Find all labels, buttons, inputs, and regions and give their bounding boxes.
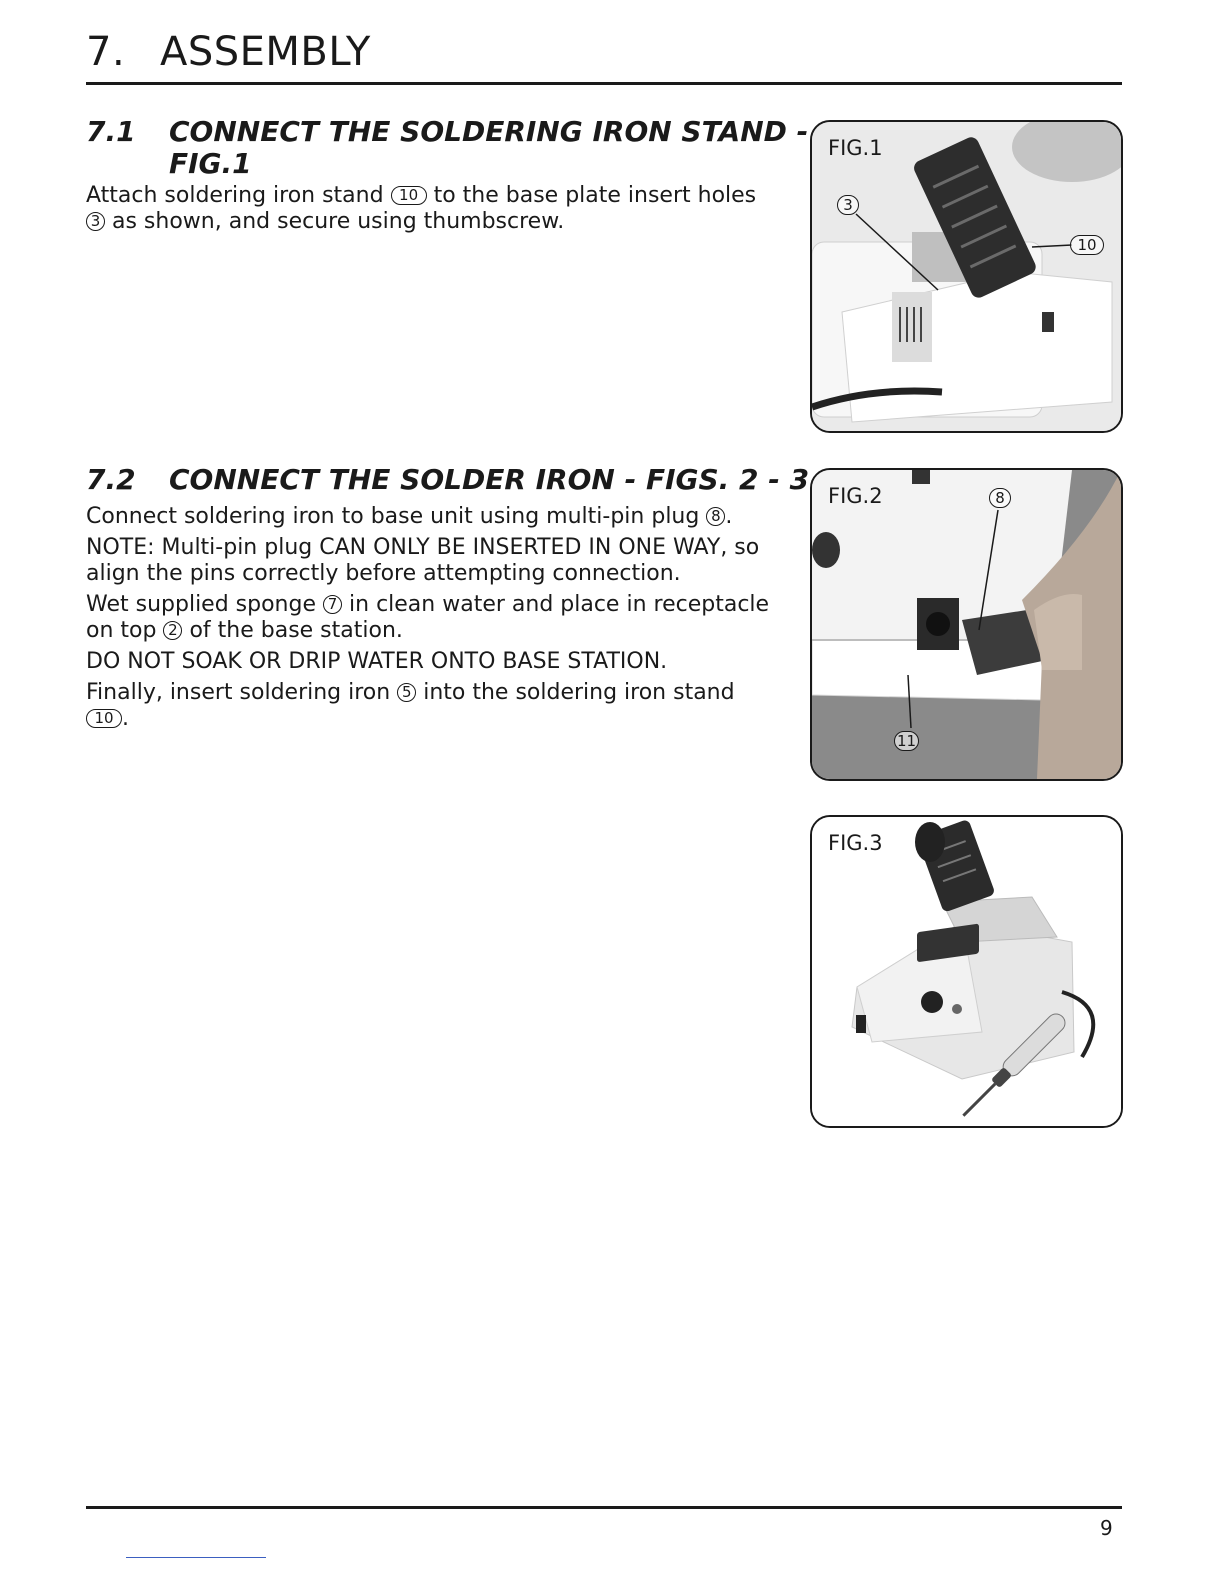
- paragraph: [86, 504, 776, 530]
- callout-marker: 3: [86, 212, 105, 231]
- text-run: Wet supplied sponge: [86, 592, 317, 617]
- section-title: ASSEMBLY: [160, 29, 371, 75]
- callout-marker: 8: [706, 507, 725, 526]
- callout-marker: 5: [397, 683, 416, 702]
- callout-marker: 10: [391, 186, 427, 205]
- callout-marker: 10: [86, 709, 122, 728]
- subsection-number: 7.2: [86, 463, 136, 496]
- footer-rule: [86, 1506, 1122, 1509]
- page-number: 9: [1100, 1516, 1113, 1540]
- text-run: .: [725, 504, 733, 529]
- text-run: Finally, insert soldering iron: [86, 680, 391, 705]
- paragraph: DO NOT SOAK OR DRIP WATER ONTO BASE STATION.: [86, 649, 668, 674]
- subsection-title: CONNECT THE SOLDER IRON - FIGS. 2 - 3: [169, 463, 810, 496]
- section-number: 7.: [86, 29, 126, 75]
- heading-rule: [86, 82, 1122, 85]
- figure-callout: 8: [989, 488, 1011, 508]
- figure-label: FIG.1: [828, 136, 883, 160]
- figure-3-photo: [812, 817, 1121, 1126]
- subsection-title-line2: FIG.1: [169, 147, 252, 181]
- subsection-7-2-body: [86, 504, 776, 737]
- figure-callout: 10: [1070, 235, 1104, 255]
- figure-3: [810, 815, 1123, 1128]
- figure-callout: 3: [837, 195, 859, 215]
- figure-callout: 11: [894, 731, 919, 751]
- figure-label: FIG.2: [828, 484, 883, 508]
- paragraph: NOTE: Multi-pin plug CAN ONLY BE INSERTED IN ONE WAY, so align the pins correctly before attempting connection.: [86, 535, 760, 586]
- text-run: into the soldering iron stand: [423, 680, 735, 705]
- figure-label: FIG.3: [828, 831, 883, 855]
- paragraph: [86, 592, 776, 644]
- callout-marker: 2: [163, 621, 182, 640]
- section-heading: [86, 30, 371, 74]
- figure-2-photo: [812, 470, 1121, 779]
- subsection-title-line1: CONNECT THE SOLDERING IRON STAND -: [169, 115, 809, 148]
- figure-1-photo: [812, 122, 1121, 431]
- text-run: .: [122, 706, 129, 731]
- subsection-7-2-heading: [86, 464, 809, 496]
- figure-1: [810, 120, 1123, 433]
- paragraph: [86, 183, 776, 235]
- text-run: Connect soldering iron to base unit using multi-pin plug: [86, 504, 700, 529]
- text-run: to the base plate insert holes: [433, 183, 757, 208]
- text-run: as shown, and secure using thumbscrew.: [112, 209, 565, 234]
- text-run: of the base station.: [189, 618, 403, 643]
- text-run: in clean water and place in receptacle on top: [86, 592, 770, 643]
- subsection-7-1-body: [86, 183, 776, 240]
- figure-2: [810, 468, 1123, 781]
- text-run: Attach soldering iron stand: [86, 183, 384, 208]
- callout-marker: 7: [323, 595, 342, 614]
- subsection-number: 7.1: [86, 115, 136, 148]
- subsection-7-1-heading: [86, 116, 808, 180]
- footer-link-underline: [126, 1557, 266, 1558]
- paragraph: [86, 680, 776, 732]
